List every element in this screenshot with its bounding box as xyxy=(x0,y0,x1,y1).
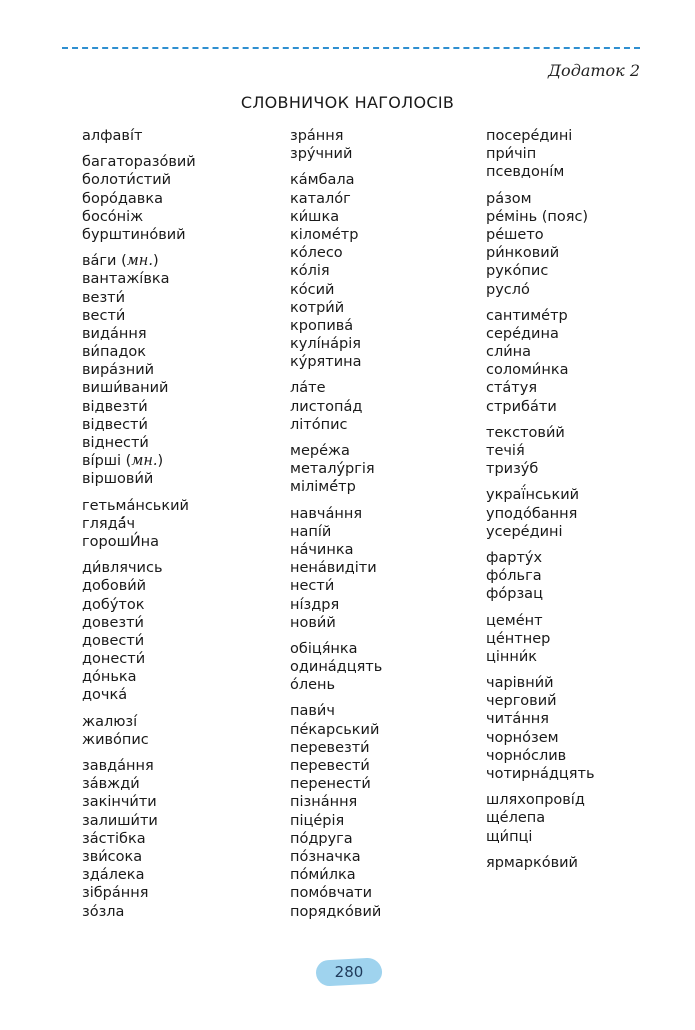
dictionary-word: соломи́нка xyxy=(486,362,569,379)
dictionary-word: зібра́ння xyxy=(82,885,149,902)
dictionary-word: ре́шето xyxy=(486,226,544,243)
word-group xyxy=(82,252,272,488)
dictionary-word: ла́те xyxy=(290,380,326,397)
dictionary-word: одина́дцять xyxy=(290,659,383,676)
dictionary-word: везти́ xyxy=(82,289,126,306)
dictionary-word: перенести́ xyxy=(290,776,371,793)
dictionary-word: цеме́нт xyxy=(486,612,543,629)
dictionary-word: закінчи́ти xyxy=(82,794,157,811)
dictionary-word: кулі́на́рія xyxy=(290,336,361,353)
dictionary-word: пави́ч xyxy=(290,703,335,720)
dictionary-word: навча́ння xyxy=(290,505,363,522)
word-group xyxy=(290,702,480,920)
dictionary-word: перевезти́ xyxy=(290,739,370,756)
dictionary-word: нести́ xyxy=(290,578,335,595)
dictionary-word: завда́ння xyxy=(82,758,154,774)
word-group xyxy=(82,713,272,749)
dictionary-word: пе́карський xyxy=(290,721,380,738)
dictionary-word: бурштино́вий xyxy=(82,226,186,243)
dictionary-word: багаторазо́вий xyxy=(82,154,196,171)
dictionary-word: псевдоні́м xyxy=(486,164,565,181)
dictionary-word: відвезти́ xyxy=(82,398,148,415)
dictionary-word: сантиме́тр xyxy=(486,307,568,324)
dictionary-word: ні́здря xyxy=(290,596,340,613)
dictionary-word: сере́дина xyxy=(486,325,559,342)
dictionary-word: ка́мбала xyxy=(290,172,355,189)
dictionary-word: чорно́зем xyxy=(486,729,559,746)
word-group xyxy=(486,307,676,416)
dictionary-word: вира́зний xyxy=(82,362,155,379)
dictionary-word: мере́жа xyxy=(290,443,350,459)
dictionary-word: ста́туя xyxy=(486,380,538,397)
word-group xyxy=(82,127,272,145)
dictionary-word: зру́чний xyxy=(290,146,353,163)
dictionary-word: при́чіп xyxy=(486,146,537,163)
dictionary-word: ра́зом xyxy=(486,190,532,207)
word-group xyxy=(82,559,272,705)
dictionary-word: руко́пис xyxy=(486,263,549,280)
dictionary-word: усере́дині xyxy=(486,523,563,540)
dictionary-word: ва́ги (мн.) xyxy=(82,253,159,270)
dictionary-word: текстови́й xyxy=(486,424,565,441)
appendix-label: Додаток 2 xyxy=(548,61,640,80)
dictionary-word: жалюзі́ xyxy=(82,713,138,730)
dictionary-word: це́нтнер xyxy=(486,630,551,647)
dictionary-word: за́вжди́ xyxy=(82,776,140,793)
dictionary-word: донести́ xyxy=(82,651,146,668)
word-group xyxy=(82,497,272,552)
dictionary-word: літо́пис xyxy=(290,416,348,433)
dictionary-word: черговий́ xyxy=(486,693,557,710)
dictionary-word: добу́ток xyxy=(82,596,145,613)
dictionary-word: чотирна́дцять xyxy=(486,766,595,782)
dictionary-word: горошИ́на xyxy=(82,533,160,550)
word-group xyxy=(486,127,676,182)
dictionary-word: боро́давка xyxy=(82,190,163,207)
dictionary-word: гетьма́нський xyxy=(82,497,189,514)
dictionary-word: довезти́ xyxy=(82,614,144,631)
word-group xyxy=(290,442,480,497)
dictionary-word: довести́ xyxy=(82,632,145,649)
dictionary-word: залиши́ти xyxy=(82,812,158,829)
dictionary-column-1 xyxy=(82,127,272,929)
dictionary-word: вида́ння xyxy=(82,325,147,342)
word-group xyxy=(486,612,676,667)
dictionary-word: віднести́ xyxy=(82,435,149,451)
dictionary-word: листопа́д xyxy=(290,398,363,415)
dictionary-word: ри́нковий xyxy=(486,245,560,262)
dictionary-word: на́чинка xyxy=(290,541,354,558)
dictionary-word: ще́лепа xyxy=(486,810,546,827)
dictionary-word: фо́рзац xyxy=(486,586,543,603)
dictionary-word: ярмарко́вий xyxy=(486,854,578,871)
dictionary-word: уподо́бання xyxy=(486,505,578,522)
dictionary-word: тризу́б xyxy=(486,461,539,478)
dictionary-word: котри́й xyxy=(290,299,345,316)
dictionary-word: вантажі́вка xyxy=(82,271,170,288)
dictionary-word: пізна́ння xyxy=(290,794,358,811)
dictionary-word: чорно́слив xyxy=(486,747,567,764)
dictionary-word: русло́ xyxy=(486,281,530,298)
dictionary-word: кіломе́тр xyxy=(290,226,359,243)
dictionary-word: катало́г xyxy=(290,190,351,207)
word-group xyxy=(486,424,676,479)
dictionary-word: вести́ xyxy=(82,307,126,324)
dictionary-word: босо́ніж xyxy=(82,208,144,225)
word-group xyxy=(486,791,676,846)
dictionary-word: ви́падок xyxy=(82,344,146,361)
word-group xyxy=(82,153,272,244)
dictionary-word: шляхопрові́д xyxy=(486,792,585,809)
dictionary-word: ко́лесо xyxy=(290,245,343,262)
dictionary-word: фарту́х xyxy=(486,549,543,566)
word-group xyxy=(290,379,480,434)
word-group xyxy=(486,854,676,872)
dictionary-word: кропива́ xyxy=(290,317,354,334)
dictionary-word: живо́пис xyxy=(82,731,149,748)
dictionary-word: по́ми́лка xyxy=(290,867,356,884)
word-group xyxy=(486,549,676,604)
dictionary-word: виши́ваний xyxy=(82,380,169,397)
dictionary-word: порядко́вий xyxy=(290,903,382,920)
dictionary-word: по́друга xyxy=(290,830,353,847)
dictionary-column-2 xyxy=(290,127,480,929)
dictionary-word: ві́рші (мн.) xyxy=(82,453,164,470)
word-group xyxy=(290,127,480,163)
dictionary-word: мілімé́тр xyxy=(290,479,356,496)
dictionary-word: сли́на xyxy=(486,344,532,361)
dictionary-word: до́нька xyxy=(82,669,137,686)
dictionary-word: фо́льга xyxy=(486,568,542,585)
dictionary-word: напі́й xyxy=(290,523,332,540)
dictionary-word: ко́сий xyxy=(290,281,335,298)
dictionary-word: чита́ння xyxy=(486,711,550,728)
dictionary-word: о́лень xyxy=(290,677,336,694)
dictionary-word: болоти́стий xyxy=(82,172,172,189)
dictionary-word: ко́лія xyxy=(290,263,330,280)
word-group xyxy=(290,640,480,695)
dictionary-word: дочка́ xyxy=(82,687,128,704)
word-group xyxy=(486,674,676,783)
dictionary-word: щи́пці xyxy=(486,828,533,845)
dictionary-word: глядá́ч xyxy=(82,515,136,532)
dictionary-word: стриба́ти xyxy=(486,398,557,415)
dictionary-word: за́стібка xyxy=(82,830,146,847)
dictionary-word: відвести́ xyxy=(82,416,148,433)
dictionary-word: посере́дині xyxy=(486,128,573,144)
dictionary-word: украї́нський xyxy=(486,487,580,504)
dictionary-word: течія́ xyxy=(486,443,525,459)
word-group xyxy=(486,190,676,299)
word-group xyxy=(290,171,480,371)
top-dashed-rule xyxy=(62,47,640,49)
dictionary-word: обіця́нка xyxy=(290,640,358,657)
dictionary-column-3 xyxy=(486,127,676,880)
dictionary-word: по́значка xyxy=(290,848,361,865)
dictionary-word: ре́мінь (пояс) xyxy=(486,208,589,225)
dictionary-word: металу́ргія xyxy=(290,461,375,478)
page-number: 280 xyxy=(334,963,364,981)
dictionary-word: ку́рятина xyxy=(290,354,362,371)
dictionary-word: алфаві́т xyxy=(82,128,143,144)
dictionary-word: зви́сока xyxy=(82,848,143,865)
page-title: СЛОВНИЧОК НАГОЛОСІВ xyxy=(240,93,455,112)
word-group xyxy=(486,486,676,541)
dictionary-word: цінни́к xyxy=(486,648,538,665)
word-group xyxy=(290,505,480,632)
dictionary-word: добови́й xyxy=(82,578,147,595)
dictionary-word: нови́й xyxy=(290,614,336,631)
dictionary-word: зо́зла xyxy=(82,903,125,920)
word-group xyxy=(82,757,272,921)
dictionary-word: ди́влячись xyxy=(82,560,163,577)
dictionary-word: чарівни́й xyxy=(486,675,554,692)
dictionary-word: перевести́ xyxy=(290,758,370,774)
dictionary-word: помо́вчати xyxy=(290,885,373,902)
dictionary-word: піце́рія xyxy=(290,812,345,829)
dictionary-word: нена́видіти xyxy=(290,560,377,577)
dictionary-word: ки́шка xyxy=(290,208,340,225)
dictionary-word: віршови́й xyxy=(82,471,154,488)
dictionary-word: зра́ння xyxy=(290,128,344,144)
dictionary-word: зда́лека xyxy=(82,867,145,884)
